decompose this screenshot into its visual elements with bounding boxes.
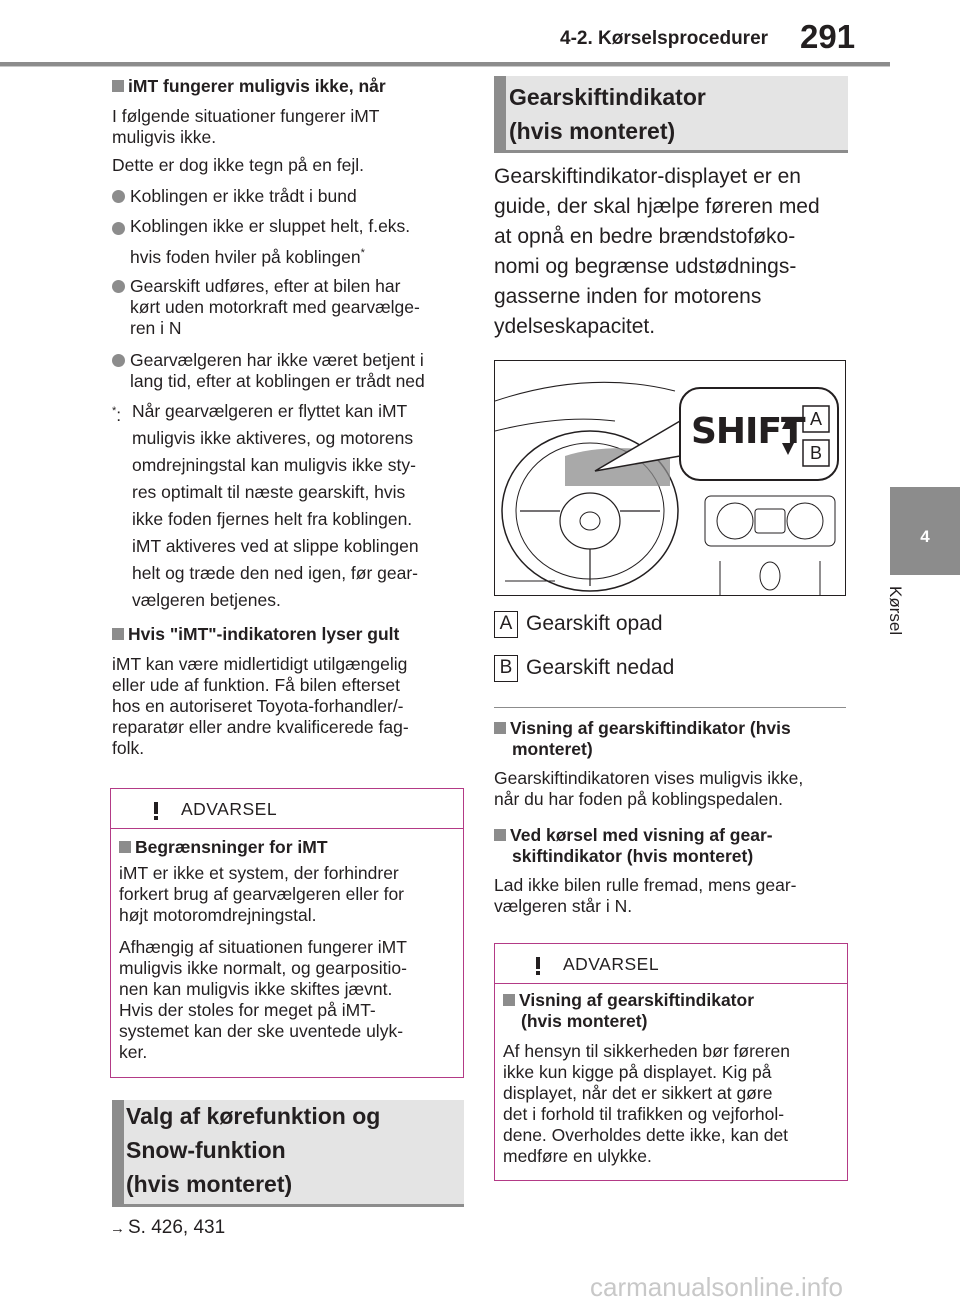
imt-paragraph-1: I følgende situationer fungerer iMT muligvis ikke.: [112, 106, 380, 147]
bullet-item-1: Koblingen er ikke trådt i bund: [130, 186, 357, 206]
chapter-label: [886, 586, 927, 656]
warning-heading: Visning af gearskiftindikator (hvis monteret): [503, 990, 754, 1032]
yellow-indicator-heading: Hvis "iMT"-indikatoren lyser gult: [112, 624, 399, 645]
legend-text-b: Gearskift nedad: [526, 656, 675, 679]
reference: → S. 426, 431: [110, 1217, 226, 1238]
figure-label-b: B: [809, 443, 822, 463]
warning-heading: Begrænsninger for iMT: [119, 837, 328, 858]
imt-heading: iMT fungerer muligvis ikke, når: [112, 76, 386, 97]
circle-bullet-icon: [112, 190, 125, 203]
watermark: carmanualsonline.info: [590, 1272, 843, 1302]
driving-heading: Ved kørsel med visning af gear- skiftindikator (hvis monteret): [494, 825, 773, 867]
bullet-item-2: Koblingen ikke er sluppet helt, f.eks. hvis foden hviler på koblingen*: [130, 216, 411, 267]
warning-header: [495, 944, 847, 984]
square-bullet-icon: [112, 80, 124, 92]
circle-bullet-icon: [112, 222, 125, 235]
imt-paragraph-2: Dette er dog ikke tegn på en fejl.: [112, 155, 364, 175]
yellow-indicator-paragraph: iMT kan være midlertidigt utilgængelig eller ude af funktion. Få bilen efterset hos en autoriseret Toyota-forhandler/- reparatør eller andre kvalificerede fag- folk.: [112, 654, 409, 758]
intro-paragraph: Gearskiftindikator-displayet er en guide, der skal hjælpe føreren med at opnå en bedre brændstoføko- nomi og begrænse udstødnings- gasserne inden for motorens ydelseskapacitet.: [494, 165, 820, 338]
warning-paragraph-1: iMT er ikke et system, der forhindrer forkert brug af gearvælgeren eller for højt motoromdrejningstal.: [119, 863, 404, 925]
figure-label-a: A: [809, 409, 822, 429]
section-header: 4-2. Kørselsprocedurer: [560, 28, 769, 49]
circle-bullet-icon: [112, 280, 125, 293]
legend-text-a: Gearskift opad: [526, 612, 663, 635]
display-heading: Visning af gearskiftindikator (hvis monteret): [494, 718, 791, 760]
section-heading-shift-indicator: Gearskiftindikator (hvis monteret): [509, 84, 706, 144]
warning-box: [494, 943, 848, 1181]
warning-triangle-icon: [523, 950, 553, 977]
square-bullet-icon: [112, 628, 124, 640]
square-bullet-icon: [494, 829, 506, 841]
warning-box: [110, 788, 464, 1078]
warning-header: [111, 789, 463, 829]
right-arrow-icon: →: [110, 1220, 125, 1237]
shift-display-text: SHIFT: [691, 411, 805, 452]
bullet-item-3: Gearskift udføres, efter at bilen har kørt uden motorkraft med gearvælge- ren i N: [130, 276, 420, 338]
legend-key-b: B: [494, 655, 518, 682]
legend-key-a: A: [494, 611, 518, 638]
driving-paragraph: Lad ikke bilen rulle fremad, mens gear- vælgeren står i N.: [494, 875, 797, 916]
warning-paragraph: Af hensyn til sikkerheden bør føreren ikke kun kigge på displayet. Kig på displayet, når det er sikkert at gøre det i forhold til trafikken og vejforhol- dene. Overholdes dette ikke, kan det medføre en ulykke.: [503, 1041, 790, 1166]
warning-triangle-icon: [141, 795, 171, 822]
display-paragraph: Gearskiftindikatoren vises muligvis ikke, når du har foden på koblingspedalen.: [494, 768, 804, 809]
square-bullet-icon: [494, 722, 506, 734]
warning-title: ADVARSEL: [563, 954, 660, 974]
square-bullet-icon: [503, 994, 515, 1006]
warning-title: ADVARSEL: [181, 799, 278, 819]
bullet-item-4: Gearvælgeren har ikke været betjent i lang tid, efter at koblingen er trådt ned: [130, 350, 425, 391]
header-rule-thin: [0, 66, 890, 67]
square-bullet-icon: [119, 841, 131, 853]
footnote-marker: *:: [112, 404, 122, 425]
circle-bullet-icon: [112, 354, 125, 367]
warning-paragraph-2: Afhængig af situationen fungerer iMT muligvis ikke normalt, og gearpositio- nen kan muligvis ikke skiftes jævnt. Hvis der stoles for meget på iMT- systemet kan der ske uventede ulyk- ker.: [119, 937, 407, 1062]
chapter-number: 4: [920, 527, 930, 546]
page-number: 291: [800, 18, 856, 55]
divider: [494, 707, 846, 708]
shift-indicator-figure: [494, 360, 846, 596]
section-heading-drive-mode: Valg af kørefunktion og Snow-funktion (hvis monteret): [126, 1103, 381, 1197]
dashboard-illustration: [495, 361, 846, 596]
chapter-label-text: Kørsel: [886, 586, 905, 636]
footnote: Når gearvælgeren er flyttet kan iMT muligvis ikke aktiveres, og motorens omdrejningstal kan muligvis ikke sty- res optimalt til næste gearskift, hvis ikke foden fjernes helt fra koblingen. iMT aktiveres ved at slippe koblingen helt og træde den ned igen, før gear- vælgeren betjenes.: [132, 401, 419, 610]
